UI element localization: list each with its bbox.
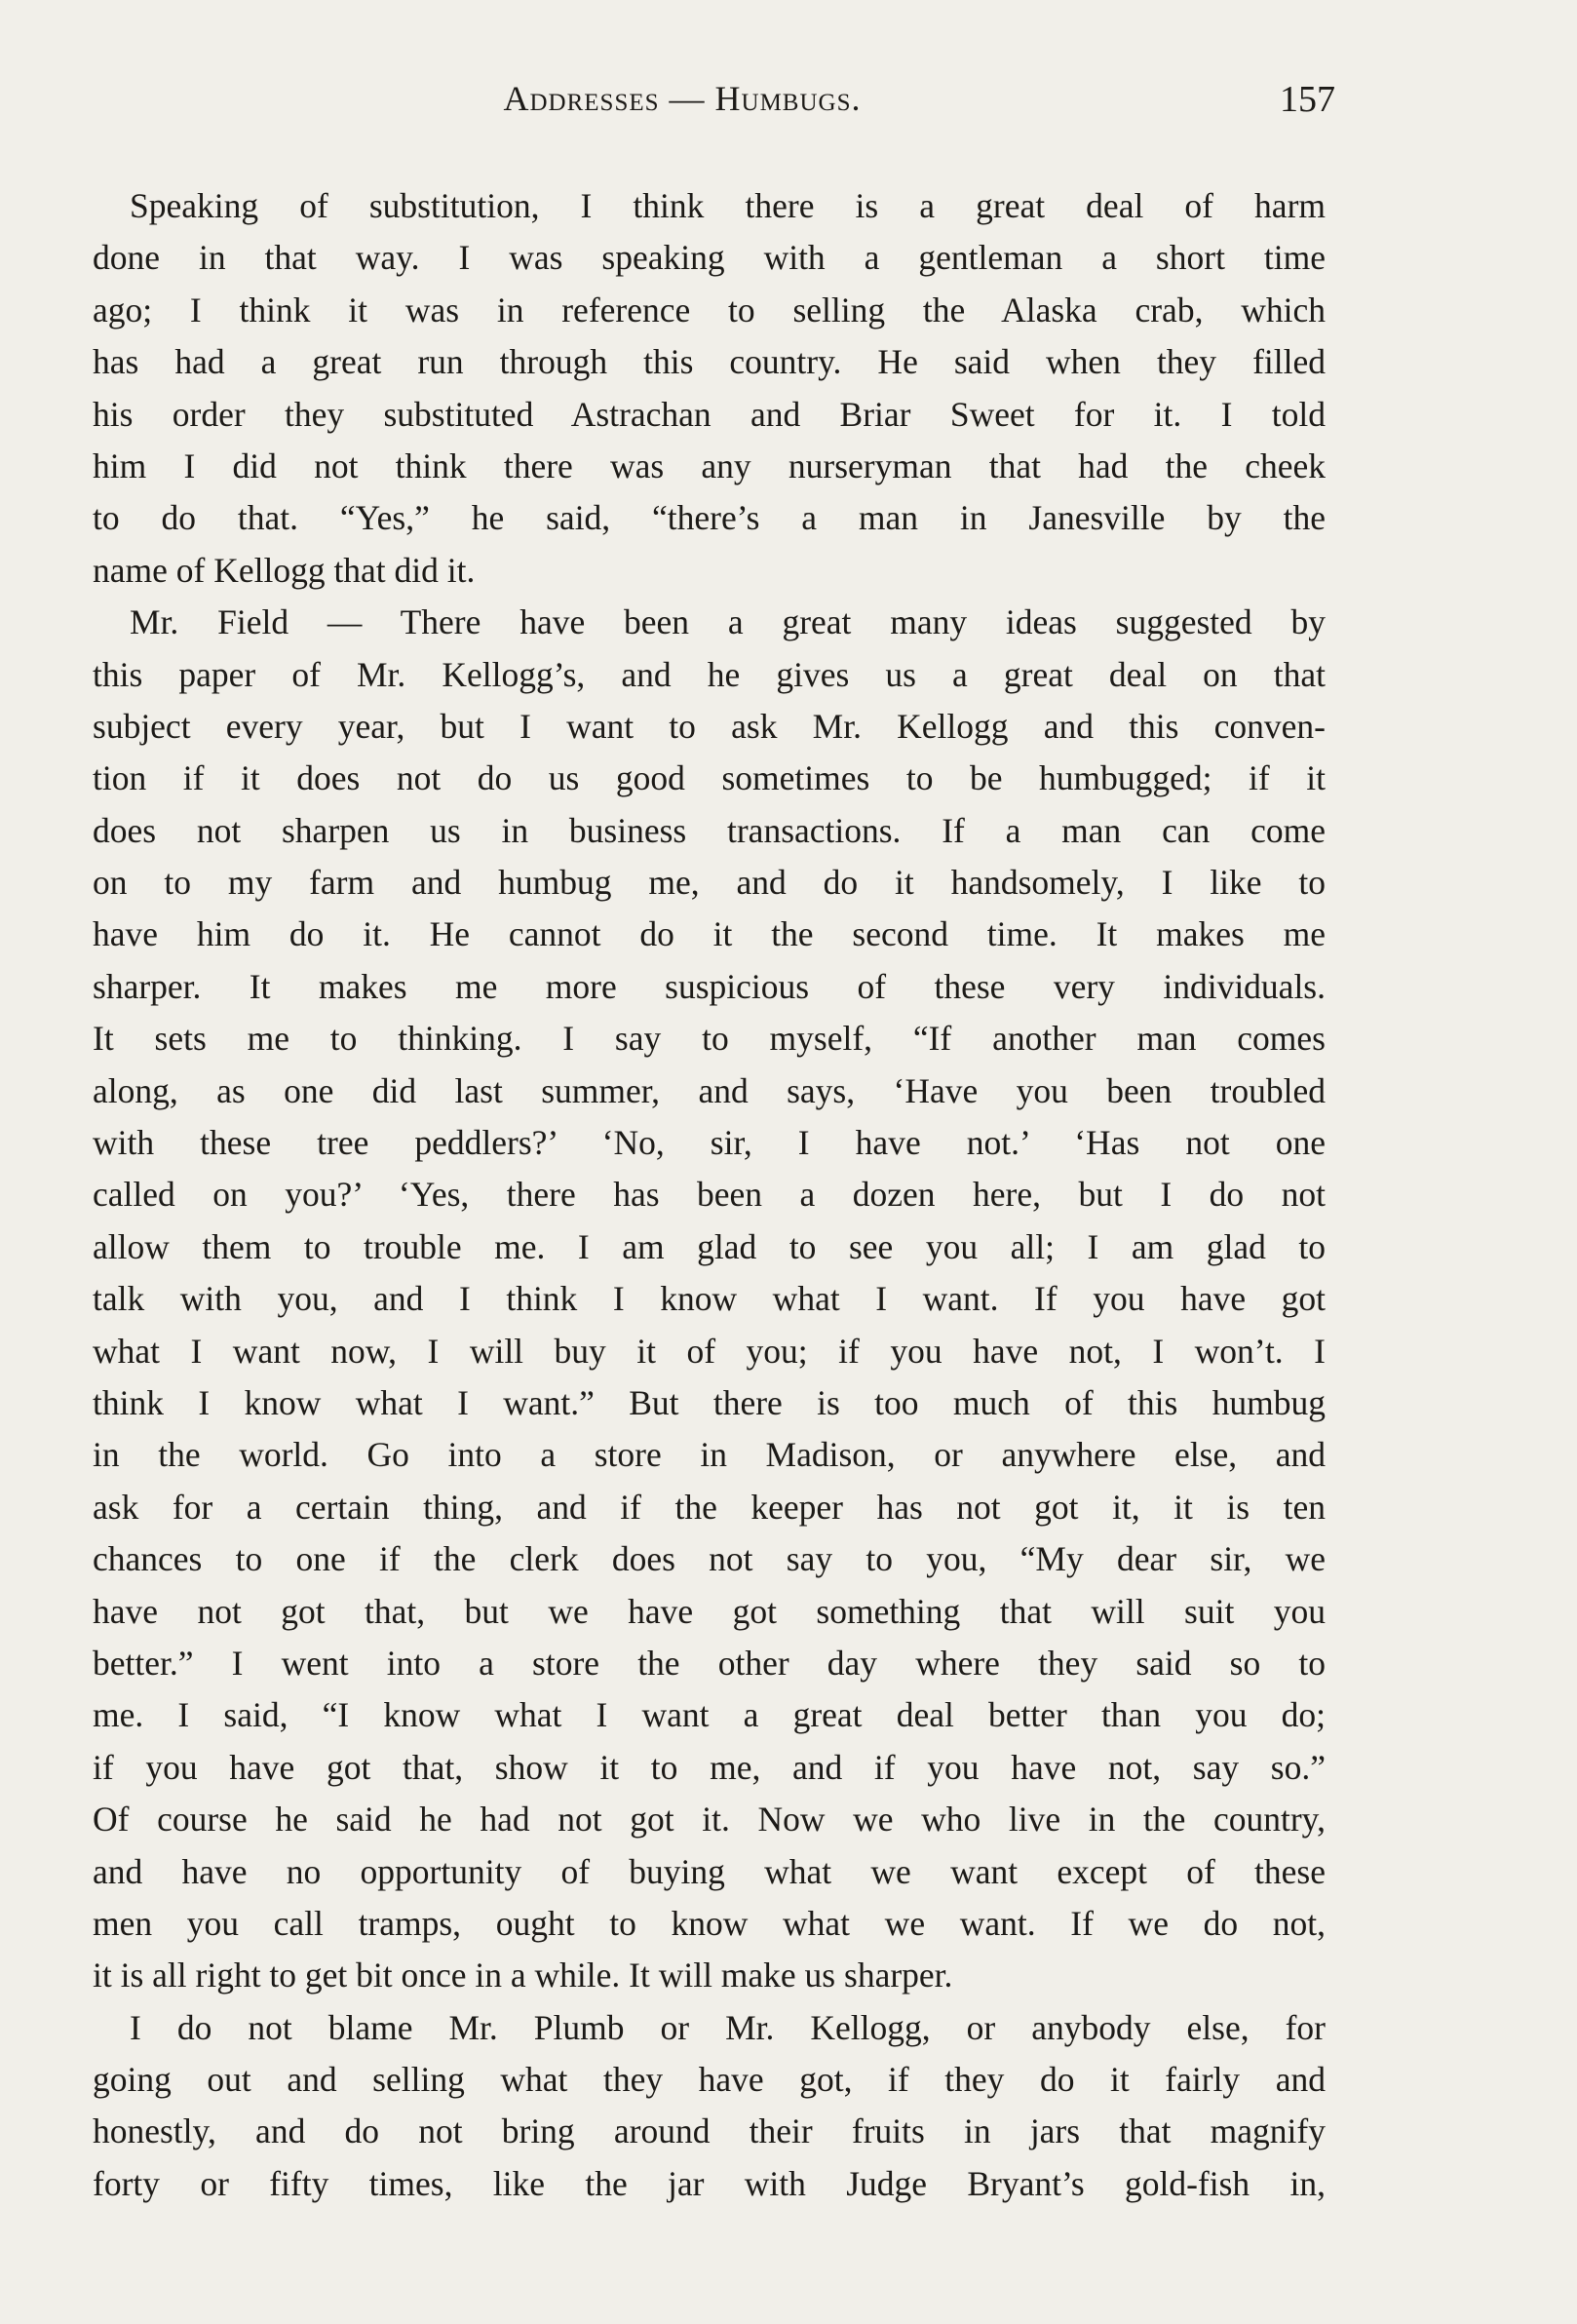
- text-line: in the world. Go into a store in Madison, or anywhere else, and: [93, 1435, 1326, 1475]
- text-line: chances to one if the clerk does not say to you, “My dear sir, we: [93, 1539, 1326, 1579]
- text-line: Mr. Field — There have been a great many ideas suggested by: [130, 602, 1326, 642]
- text-line: name of Kellogg that did it.: [93, 550, 476, 590]
- text-line: forty or fifty times, like the jar with Judge Bryant’s gold-fish in,: [93, 2163, 1326, 2203]
- text-line: going out and selling what they have got, if they do it fairly and: [93, 2060, 1326, 2100]
- text-line: his order they substituted Astrachan and Briar Sweet for it. I told: [93, 394, 1326, 434]
- text-line: allow them to trouble me. I am glad to see you all; I am glad to: [93, 1226, 1326, 1266]
- page-number: 157: [1280, 79, 1335, 120]
- text-line: on to my farm and humbug me, and do it handsomely, I like to: [93, 863, 1326, 903]
- text-line: me. I said, “I know what I want a great deal better than you do;: [93, 1695, 1326, 1735]
- text-line: it is all right to get bit once in a while. It will make us sharper.: [93, 1956, 953, 1995]
- text-line: sharper. It makes me more suspicious of these very individuals.: [93, 966, 1326, 1006]
- text-line: talk with you, and I think I know what I want. If you have got: [93, 1279, 1326, 1319]
- text-line: have him do it. He cannot do it the second time. It makes me: [93, 914, 1326, 954]
- text-line: ago; I think it was in reference to selling the Alaska crab, which: [93, 290, 1326, 329]
- text-line: ask for a certain thing, and if the keeper has not got it, it is ten: [93, 1487, 1326, 1527]
- text-line: It sets me to thinking. I say to myself, “If another man comes: [93, 1019, 1326, 1059]
- text-line: honestly, and do not bring around their fruits in jars that magnify: [93, 2111, 1326, 2151]
- text-line: called on you?’ ‘Yes, there has been a dozen here, but I do not: [93, 1175, 1326, 1215]
- text-line: if you have got that, show it to me, and if you have not, say so.”: [93, 1747, 1326, 1787]
- text-line: I do not blame Mr. Plumb or Mr. Kellogg, or anybody else, for: [130, 2007, 1326, 2047]
- text-line: with these tree peddlers?’ ‘No, sir, I have not.’ ‘Has not one: [93, 1123, 1326, 1163]
- text-line: men you call tramps, ought to know what we want. If we do not,: [93, 1903, 1326, 1943]
- text-line: subject every year, but I want to ask Mr. Kellogg and this conven-: [93, 706, 1326, 746]
- text-line: what I want now, I will buy it of you; if you have not, I won’t. I: [93, 1331, 1326, 1371]
- text-line: better.” I went into a store the other day where they said so to: [93, 1643, 1326, 1683]
- text-line: does not sharpen us in business transactions. If a man can come: [93, 810, 1326, 850]
- text-line: has had a great run through this country. He said when they filled: [93, 342, 1326, 382]
- body-text: [93, 180, 1326, 2210]
- text-line: along, as one did last summer, and says, ‘Have you been troubled: [93, 1070, 1326, 1110]
- running-head-title: Addresses — Humbugs.: [503, 79, 862, 118]
- text-line: Speaking of substitution, I think there is a great deal of harm: [130, 186, 1326, 225]
- text-line: and have no opportunity of buying what we want except of these: [93, 1851, 1326, 1891]
- text-line: Of course he said he had not got it. Now we who live in the country,: [93, 1800, 1326, 1840]
- text-line: think I know what I want.” But there is too much of this humbug: [93, 1382, 1326, 1422]
- text-line: to do that. “Yes,” he said, “there’s a man in Janesville by the: [93, 498, 1326, 538]
- text-line: this paper of Mr. Kellogg’s, and he gives us a great deal on that: [93, 654, 1326, 694]
- text-line: have not got that, but we have got something that will suit you: [93, 1591, 1326, 1631]
- running-head: [0, 78, 1577, 136]
- text-line: him I did not think there was any nurseryman that had the cheek: [93, 445, 1326, 485]
- text-line: tion if it does not do us good sometimes to be humbugged; if it: [93, 758, 1326, 798]
- text-line: done in that way. I was speaking with a gentleman a short time: [93, 238, 1326, 278]
